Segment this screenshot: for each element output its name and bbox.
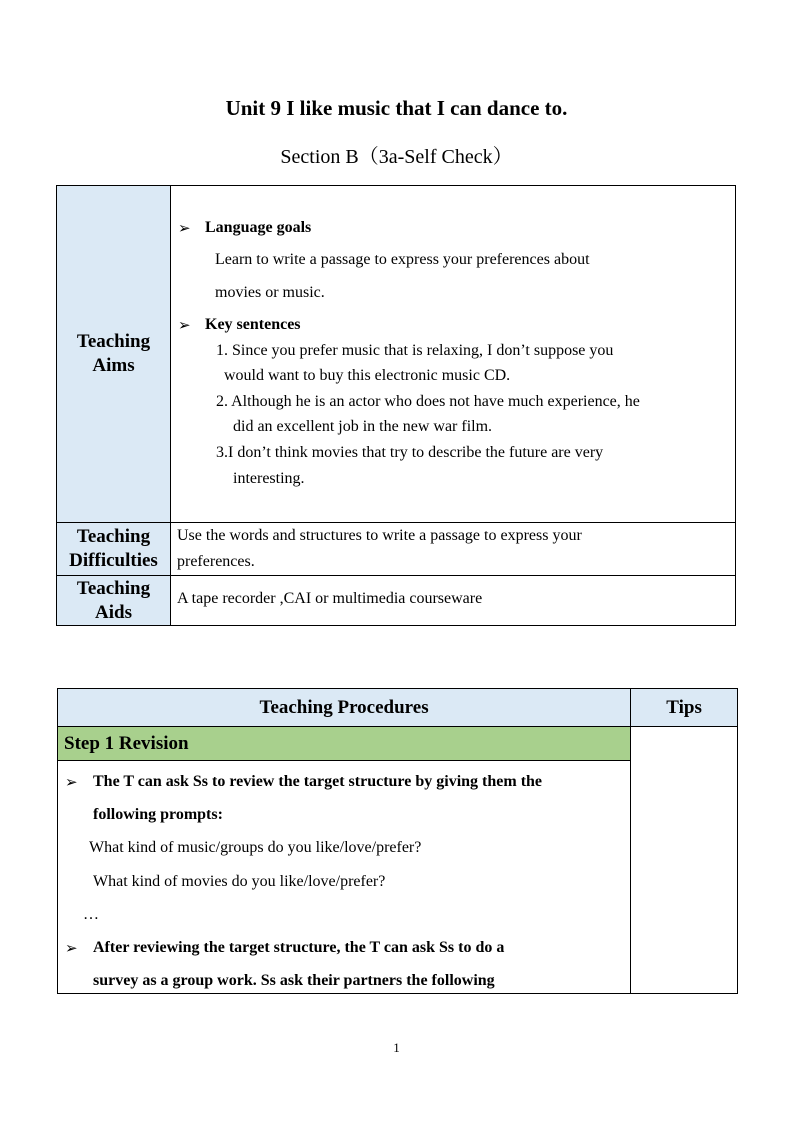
sentence2-line1: 2. Although he is an actor who does not have much experience, he bbox=[216, 393, 640, 410]
aids-label-line2: Aids bbox=[95, 601, 132, 623]
language-goals-line1: Learn to write a passage to express your preferences about bbox=[215, 251, 590, 268]
item1-line2: following prompts: bbox=[93, 806, 223, 823]
sentence1-line2: would want to buy this electronic music CD. bbox=[224, 367, 511, 384]
tips-header: Tips bbox=[631, 689, 738, 727]
teaching-difficulties-row bbox=[57, 523, 736, 576]
arrow-bullet-icon: ➢ bbox=[178, 318, 191, 334]
difficulties-label-line2: Difficulties bbox=[69, 550, 158, 571]
sentence1-line1: 1. Since you prefer music that is relaxing, I don’t suppose you bbox=[216, 342, 614, 359]
teaching-info-table bbox=[56, 185, 736, 626]
teaching-aims-content bbox=[171, 186, 736, 523]
item2-line1: After reviewing the target structure, the T can ask Ss to do a bbox=[93, 939, 505, 956]
page-number: 1 bbox=[393, 1040, 400, 1055]
key-sentences-heading: Key sentences bbox=[205, 316, 301, 333]
prompt2: What kind of movies do you like/love/prefer? bbox=[93, 873, 386, 890]
sentence3-line1: 3.I don’t think movies that try to describe the future are very bbox=[216, 444, 604, 461]
teaching-aids-row bbox=[57, 576, 736, 626]
document-subtitle: Section B（3a-Self Check） bbox=[280, 146, 513, 168]
language-goals-heading: Language goals bbox=[205, 219, 312, 236]
aims-label-line2: Aims bbox=[92, 355, 135, 376]
sentence2-line2: did an excellent job in the new war film. bbox=[233, 418, 493, 435]
item1-line1: The T can ask Ss to review the target structure by giving them the bbox=[93, 773, 543, 790]
tips-cell bbox=[631, 727, 738, 994]
difficulties-line2: preferences. bbox=[177, 553, 255, 570]
teaching-difficulties-label bbox=[57, 523, 171, 576]
language-goals-line2: movies or music. bbox=[215, 284, 325, 301]
teaching-procedures-table bbox=[57, 688, 738, 994]
arrow-bullet-icon: ➢ bbox=[178, 221, 191, 237]
sentence3-line2: interesting. bbox=[233, 470, 305, 487]
teaching-aims-label bbox=[57, 186, 171, 523]
arrow-bullet-icon: ➢ bbox=[65, 941, 78, 957]
teaching-aids-content bbox=[171, 576, 736, 626]
procedures-header: Teaching Procedures bbox=[58, 689, 631, 727]
arrow-bullet-icon: ➢ bbox=[65, 775, 78, 791]
step1-title: Step 1 Revision bbox=[58, 727, 631, 761]
step1-content bbox=[58, 761, 631, 994]
aids-text: A tape recorder ,CAI or multimedia courseware bbox=[177, 590, 483, 607]
difficulties-line1: Use the words and structures to write a passage to express your bbox=[177, 527, 582, 544]
item2-line2: survey as a group work. Ss ask their partners the following bbox=[93, 972, 495, 989]
prompt1: What kind of music/groups do you like/love/prefer? bbox=[89, 839, 422, 856]
document-title: Unit 9 I like music that I can dance to. bbox=[225, 96, 568, 120]
teaching-difficulties-content bbox=[171, 523, 736, 576]
aids-label-line1: Teaching bbox=[76, 577, 151, 599]
aims-label-line1: Teaching bbox=[76, 331, 151, 352]
teaching-aids-label bbox=[57, 576, 171, 626]
teaching-aims-row bbox=[57, 186, 736, 523]
difficulties-label-line1: Teaching bbox=[76, 526, 151, 547]
ellipsis: … bbox=[83, 906, 99, 923]
